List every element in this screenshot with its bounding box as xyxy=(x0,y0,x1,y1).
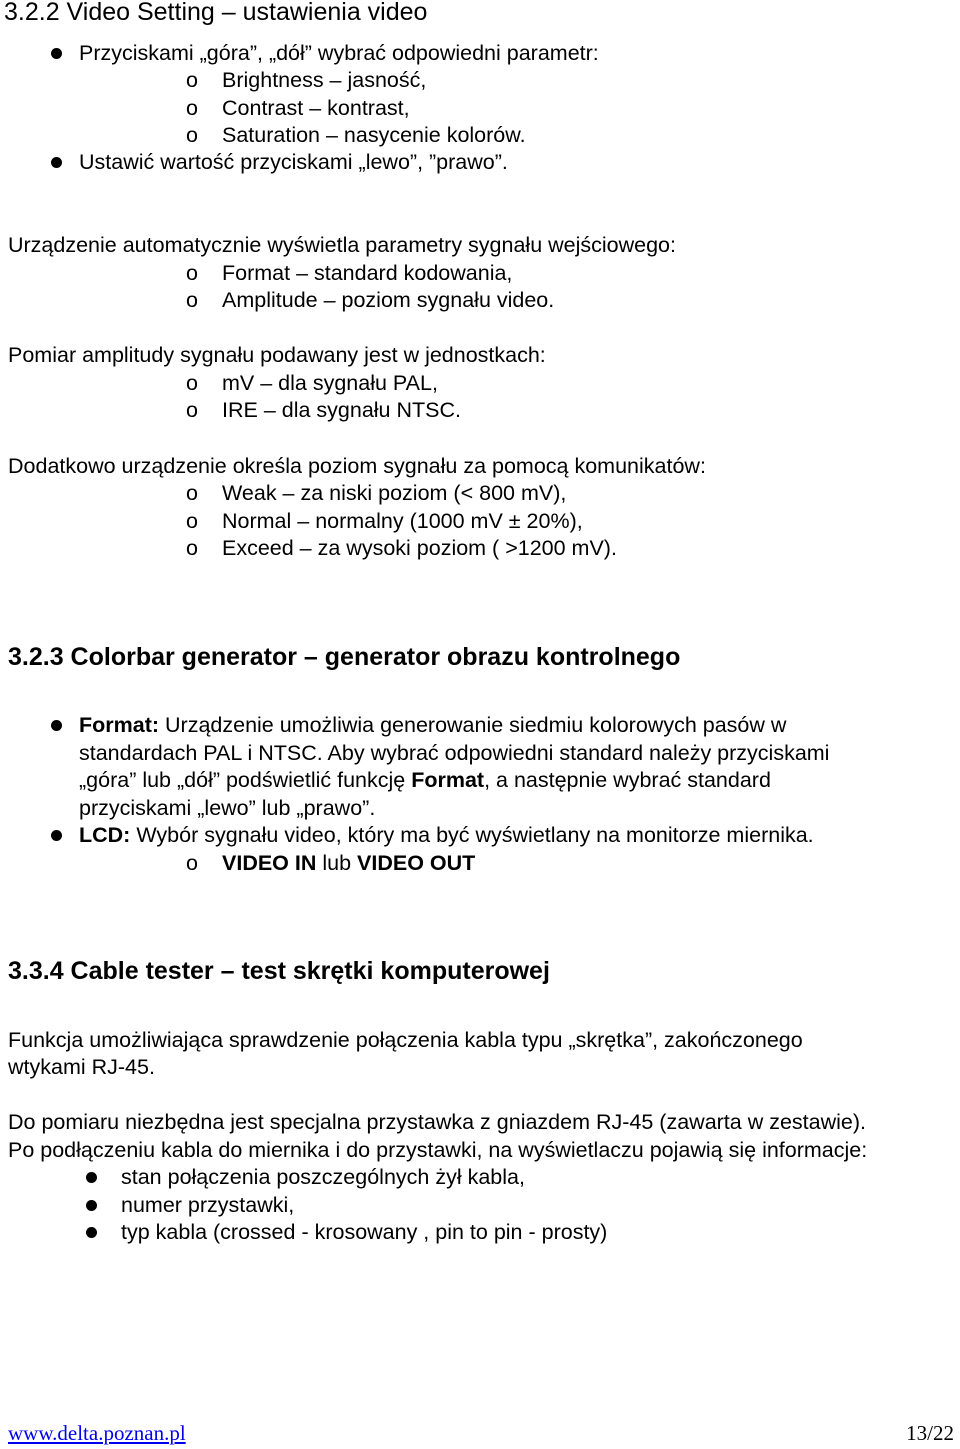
list-item: Przyciskami „góra”, „dół” wybrać odpowiedni parametr: xyxy=(79,41,599,65)
sub-bullet-marker: o xyxy=(186,96,198,120)
sub-bullet-marker: o xyxy=(186,481,198,505)
section-heading-cable-tester: 3.3.4 Cable tester – test skrętki komputerowej xyxy=(8,957,550,985)
footer-website-link[interactable]: www.delta.poznan.pl xyxy=(8,1421,186,1445)
paragraph: Urządzenie automatycznie wyświetla parametry sygnału wejściowego: xyxy=(8,233,676,257)
bullet-dot xyxy=(86,1227,97,1238)
page-number: 13/22 xyxy=(906,1421,954,1445)
sub-bullet-marker: o xyxy=(186,398,198,422)
lcd-label: LCD: xyxy=(79,823,131,847)
sub-bullet-marker: o xyxy=(186,509,198,533)
sub-list-item: Saturation – nasycenie kolorów. xyxy=(222,123,526,147)
list-item-continuation xyxy=(79,766,771,794)
sub-list-item: mV – dla sygnału PAL, xyxy=(222,371,438,395)
paragraph: Dodatkowo urządzenie określa poziom sygnału za pomocą komunikatów: xyxy=(8,454,706,478)
list-item-continuation: standardach PAL i NTSC. Aby wybrać odpowiedni standard należy przyciskami xyxy=(79,741,830,765)
list-item: typ kabla (crossed - krosowany , pin to pin - prosty) xyxy=(121,1220,608,1244)
list-item: stan połączenia poszczególnych żył kabla, xyxy=(121,1165,525,1189)
video-in-label: VIDEO IN xyxy=(222,851,317,875)
sub-bullet-marker: o xyxy=(186,288,198,312)
sub-bullet-marker: o xyxy=(186,261,198,285)
paragraph: Do pomiaru niezbędna jest specjalna przystawka z gniazdem RJ-45 (zawarta w zestawie). xyxy=(8,1110,866,1134)
sub-bullet-marker: o xyxy=(186,536,198,560)
bullet-dot xyxy=(51,157,62,168)
text-span: lub xyxy=(316,851,358,875)
sub-list-item: Format – standard kodowania, xyxy=(222,261,513,285)
sub-bullet-marker: o xyxy=(186,123,198,147)
sub-bullet-marker: o xyxy=(186,68,198,92)
sub-list-item: IRE – dla sygnału NTSC. xyxy=(222,398,461,422)
paragraph: Po podłączeniu kabla do miernika i do przystawki, na wyświetlaczu pojawią się informacje: xyxy=(8,1138,868,1162)
text-span: Wybór sygnału video, który ma być wyświetlany na monitorze miernika. xyxy=(130,823,814,847)
list-item-continuation: przyciskami „lewo” lub „prawo”. xyxy=(79,796,376,820)
video-out-label: VIDEO OUT xyxy=(357,851,476,875)
text-span: „góra” lub „dół” podświetlić funkcję xyxy=(79,768,412,792)
sub-bullet-marker: o xyxy=(186,851,198,875)
list-item: Ustawić wartość przyciskami „lewo”, ”prawo”. xyxy=(79,150,508,174)
list-item xyxy=(79,821,814,849)
sub-list-item: Exceed – za wysoki poziom ( >1200 mV). xyxy=(222,536,617,560)
format-keyword: Format xyxy=(411,768,485,792)
paragraph: Funkcja umożliwiająca sprawdzenie połączenia kabla typu „skrętka”, zakończonego xyxy=(8,1028,803,1052)
sub-list-item: Brightness – jasność, xyxy=(222,68,427,92)
section-heading-colorbar: 3.2.3 Colorbar generator – generator obrazu kontrolnego xyxy=(8,643,681,671)
bullet-dot xyxy=(86,1172,97,1183)
bullet-dot xyxy=(51,830,62,841)
text-span: , a następnie wybrać standard xyxy=(484,768,771,792)
list-item xyxy=(79,711,786,739)
section-heading-video-setting: 3.2.2 Video Setting – ustawienia video xyxy=(4,0,428,26)
sub-list-item: Normal – normalny (1000 mV ± 20%), xyxy=(222,509,583,533)
paragraph-continuation: wtykami RJ-45. xyxy=(8,1055,155,1079)
sub-bullet-marker: o xyxy=(186,371,198,395)
paragraph: Pomiar amplitudy sygnału podawany jest w jednostkach: xyxy=(8,343,546,367)
text-span: Urządzenie umożliwia generowanie siedmiu kolorowych pasów w xyxy=(159,713,787,737)
bullet-dot xyxy=(51,48,62,59)
bullet-dot xyxy=(51,720,62,731)
bullet-dot xyxy=(86,1200,97,1211)
sub-list-item: Contrast – kontrast, xyxy=(222,96,410,120)
format-label: Format: xyxy=(79,713,160,737)
sub-list-item xyxy=(222,849,475,877)
sub-list-item: Weak – za niski poziom (< 800 mV), xyxy=(222,481,567,505)
list-item: numer przystawki, xyxy=(121,1193,295,1217)
sub-list-item: Amplitude – poziom sygnału video. xyxy=(222,288,555,312)
